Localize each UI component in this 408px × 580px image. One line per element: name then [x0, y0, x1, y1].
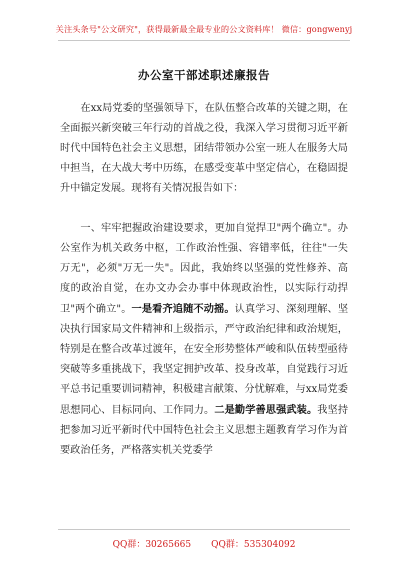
bold-point-one: 一是看齐追随不动摇。 [131, 303, 235, 315]
paragraph-text: 认真学习、深刻理解、坚决执行国家局文件精神和上级指示，严守政治纪律和政治规矩，特别是在整合改革过渡年，在安全形势整体严峻和队伍转型亟待突破等多重挑战下，我坚定拥护改革、投身改革，自觉践行习近平总书记重要训词精神，积极建言献策、分忧解难，与xx局党委思想同心、目标同向、工作同力。 [60, 304, 349, 416]
bold-point-two: 二是勤学善思强武装。 [214, 404, 318, 416]
paragraph-text: 我坚持把参加习近平新时代中国特色社会主义思想主题教育学习作为首要政治任务，严格落实机关党委学 [60, 405, 349, 456]
header-banner: 关注头条号"公文研究"，获得最新最全最专业的公文资料库！ 微信：gongwenyj [55, 24, 353, 34]
footer-contacts [0, 537, 408, 550]
qq-group-1: QQ群：30265665 [112, 540, 192, 550]
paragraph-section-one [60, 219, 348, 461]
paragraph-text: 一、牢牢把握政治建设要求，更加自觉捍卫"两个确立"。办公室作为机关政务中枢，工作政治性强、容错率低，往往"一失万无"，必须"万无一失"。因此，我始终以坚强的党性修养、高度的政治自觉，在办文办会办事中体现政治性，以实际行动捍卫"两个确立"。 [60, 223, 348, 315]
footer-divider [58, 529, 350, 530]
document-body [60, 99, 348, 461]
qq-group-2: QQ群：535304092 [211, 540, 296, 550]
header-divider [58, 40, 350, 41]
document-title: 办公室干部述职述廉报告 [138, 68, 270, 82]
paragraph-intro: 在xx局党委的坚强领导下，在队伍整合改革的关键之期，在全面振兴新突破三年行动的首战之役，我深入学习贯彻习近平新时代中国特色社会主义思想，团结带领办公室一班人在服务大局中担当，在大战大考中历练，在感受变革中坚定信心，在稳固提升中锚定发展。现将有关情况报告如下： [60, 103, 348, 194]
